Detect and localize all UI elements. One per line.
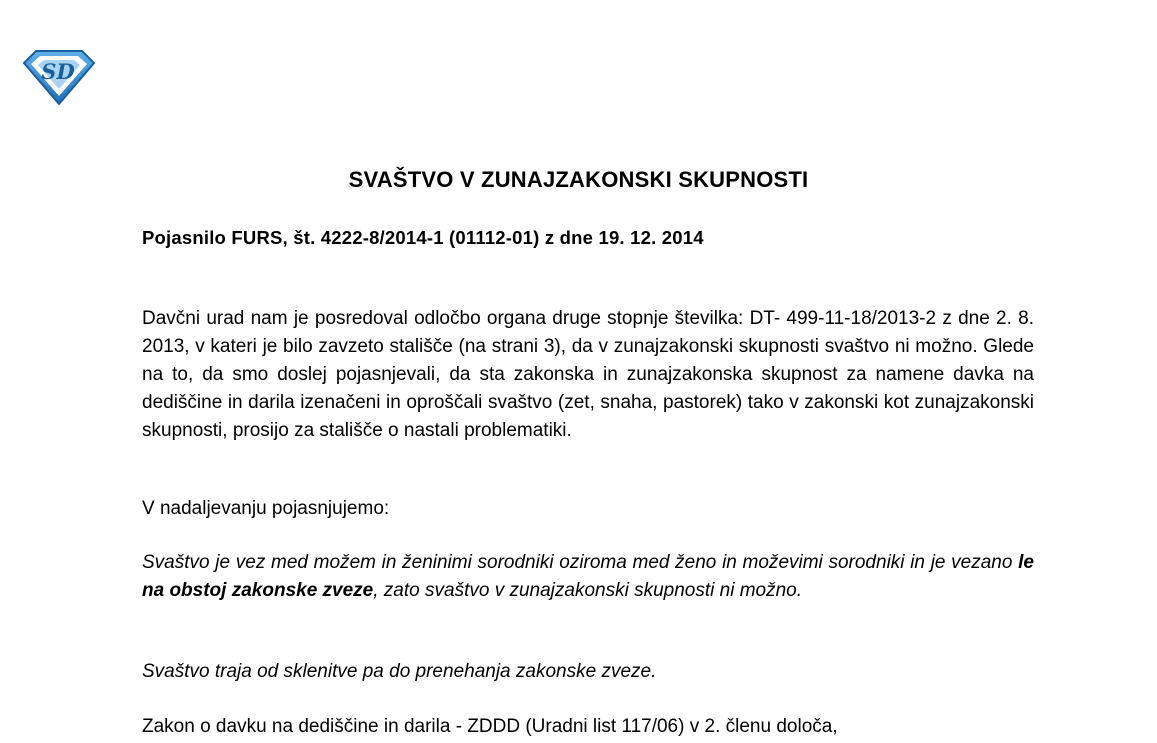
sd-shield-logo-icon	[22, 48, 96, 106]
company-logo	[22, 48, 96, 106]
paragraph-definition-emphasis: le na obstoj zakonske zveze	[142, 552, 1034, 601]
paragraph-definition-start: Svaštvo je vez med možem in ženinimi sorodniki oziroma med ženo in moževimi sorodniki in je vezano	[142, 552, 1019, 573]
paragraph-law: Zakon o davku na dediščine in darila - ZDDD (Uradni list 117/06) v 2. členu določa,	[142, 716, 838, 737]
paragraph-definition	[142, 549, 1034, 605]
document-title: SVAŠTVO V ZUNAJZAKONSKI SKUPNOSTI	[348, 167, 809, 192]
paragraph-explanation-lead: V nadaljevanju pojasnjujemo:	[142, 498, 390, 519]
paragraph-definition-end: , zato svaštvo v zunajzakonski skupnosti ni možno.	[373, 580, 803, 601]
paragraph-intro: Davčni urad nam je posredoval odločbo organa druge stopnje številka: DT- 499-11-18/2013-2 z dne 2. 8. 2013, v kateri je bilo zavzeto stališče (na strani 3), da v zunajzakonski skupnosti svaštvo ni možno. Glede na to, da smo doslej pojasnjevali, da sta zakonska in zunajzakonska skupnost za namene davka na dediščine in darila izenačeni in oproščali svaštvo (zet, snaha, pastorek) tako v zakonski kot zunajzakonski skupnosti, prosijo za stališče o nastali problematiki.	[142, 308, 1034, 441]
paragraph-duration: Svaštvo traja od sklenitve pa do prenehanja zakonske zveze.	[142, 661, 657, 682]
svg-text:SD: SD	[41, 59, 75, 84]
document-subtitle: Pojasnilo FURS, št. 4222-8/2014-1 (01112-01) z dne 19. 12. 2014	[142, 227, 704, 248]
